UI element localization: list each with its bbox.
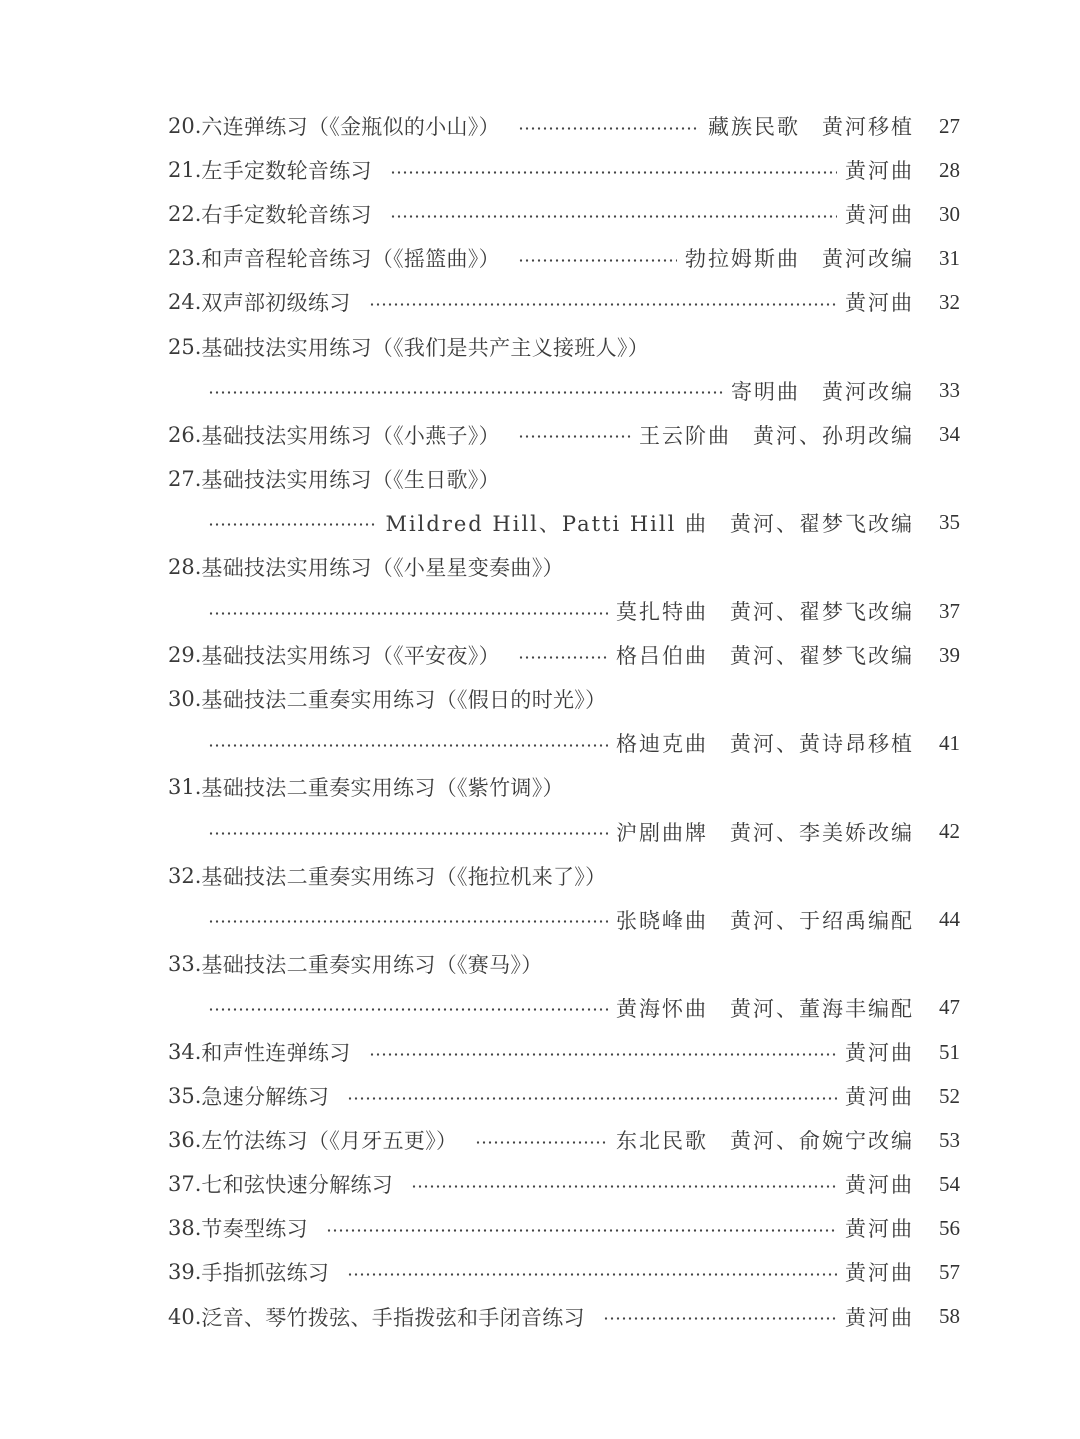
entry-page-number: 51 <box>939 1039 960 1064</box>
entry-credit <box>616 1125 914 1155</box>
entry-credit <box>708 111 914 141</box>
toc-entry <box>168 280 960 324</box>
dot-leader <box>390 215 837 218</box>
entry-composer: 沪剧曲牌 <box>616 820 708 845</box>
entry-arranger: 黄河曲 <box>845 1261 914 1286</box>
entry-title: 基础技法二重奏实用练习（《假日的时光》） <box>201 688 607 713</box>
entry-title: 基础技法二重奏实用练习（《紫竹调》） <box>201 776 564 801</box>
dot-leader <box>518 656 608 659</box>
entry-arranger: 黄河、董海丰编配 <box>730 996 914 1021</box>
entry-credit <box>845 1302 914 1332</box>
entry-title: 七和弦快速分解练习 <box>201 1173 394 1198</box>
entry-number: 36. <box>168 1128 202 1153</box>
entry-number: 35. <box>168 1084 202 1109</box>
dot-leader <box>326 1229 837 1232</box>
toc-entry-continuation <box>168 589 960 633</box>
entry-page-number: 44 <box>939 907 960 932</box>
entry-number: 27. <box>168 466 202 491</box>
toc-entry <box>168 1074 960 1118</box>
dot-leader <box>475 1141 608 1144</box>
toc-entry-continuation <box>168 986 960 1030</box>
entry-arranger: 黄河、翟梦飞改编 <box>730 511 914 536</box>
dot-leader <box>369 303 837 306</box>
entry-number: 39. <box>168 1260 202 1285</box>
dot-leader <box>390 171 837 174</box>
entry-title: 基础技法实用练习（《平安夜》） <box>201 644 500 669</box>
entry-title: 六连弹练习（《金瓶似的小山》） <box>201 115 500 140</box>
entry-page-number: 52 <box>939 1083 960 1108</box>
entry-composer: 东北民歌 <box>616 1129 708 1154</box>
entry-composer: Mildred Hill、Patti Hill 曲 <box>385 511 708 536</box>
entry-credit <box>385 508 914 538</box>
dot-leader <box>208 612 608 615</box>
entry-number: 20. <box>168 114 202 139</box>
entry-arranger: 黄河改编 <box>822 247 914 272</box>
toc-entry <box>168 104 960 148</box>
entry-page-number: 57 <box>939 1259 960 1284</box>
toc-entry <box>168 545 960 589</box>
entry-credit <box>845 155 914 185</box>
dot-leader <box>603 1317 837 1320</box>
toc-entry <box>168 413 960 457</box>
entry-title: 基础技法二重奏实用练习（《赛马》） <box>201 952 543 977</box>
dot-leader <box>208 920 608 923</box>
entry-title: 手指抓弦练习 <box>201 1261 330 1286</box>
entry-composer: 格吕伯曲 <box>616 644 708 669</box>
entry-number: 38. <box>168 1216 202 1241</box>
entry-title: 和声性连弹练习 <box>201 1041 351 1066</box>
entry-composer: 莫扎特曲 <box>616 600 708 625</box>
entry-page-number: 34 <box>939 422 960 447</box>
toc-entry-continuation <box>168 369 960 413</box>
dot-leader <box>208 832 608 835</box>
entry-title: 基础技法实用练习（《生日歌》） <box>201 467 500 492</box>
entry-title: 基础技法实用练习（《我们是共产主义接班人》） <box>201 335 650 360</box>
entry-number: 22. <box>168 202 202 227</box>
entry-credit <box>731 376 914 406</box>
dot-leader <box>208 391 723 394</box>
entry-arranger: 黄河、翟梦飞改编 <box>730 644 914 669</box>
toc-entry-continuation <box>168 810 960 854</box>
entry-credit <box>845 287 914 317</box>
entry-number: 33. <box>168 951 202 976</box>
entry-page-number: 54 <box>939 1171 960 1196</box>
entry-number: 26. <box>168 422 202 447</box>
entry-title: 左竹法练习（《月牙五更》） <box>201 1129 458 1154</box>
dot-leader <box>411 1185 837 1188</box>
toc-entry <box>168 457 960 501</box>
entry-credit <box>845 199 914 229</box>
entry-page-number: 30 <box>939 201 960 226</box>
entry-number: 32. <box>168 863 202 888</box>
entry-title: 双声部初级练习 <box>201 291 351 316</box>
entry-credit <box>845 1081 914 1111</box>
entry-credit <box>616 993 914 1023</box>
dot-leader <box>208 1008 608 1011</box>
entry-page-number: 42 <box>939 819 960 844</box>
dot-leader <box>369 1053 837 1056</box>
entry-credit <box>845 1037 914 1067</box>
entry-page-number: 27 <box>939 113 960 138</box>
entry-page-number: 41 <box>939 730 960 755</box>
entry-arranger: 黄河移植 <box>822 115 914 140</box>
dot-leader <box>347 1097 837 1100</box>
entry-composer: 张晓峰曲 <box>616 908 708 933</box>
toc-entry-continuation <box>168 898 960 942</box>
entry-credit <box>616 596 914 626</box>
entry-arranger: 黄河、黄诗昂移植 <box>730 732 914 757</box>
entry-title: 泛音、琴竹拨弦、手指拨弦和手闭音练习 <box>201 1305 585 1330</box>
toc-entry <box>168 192 960 236</box>
toc-entry <box>168 1030 960 1074</box>
toc-entry-continuation <box>168 501 960 545</box>
entry-title: 左手定数轮音练习 <box>201 159 372 184</box>
entry-number: 28. <box>168 554 202 579</box>
entry-credit <box>616 728 914 758</box>
entry-credit <box>845 1169 914 1199</box>
entry-page-number: 56 <box>939 1215 960 1240</box>
entry-arranger: 黄河曲 <box>845 1305 914 1330</box>
entry-page-number: 53 <box>939 1127 960 1152</box>
toc-entry <box>168 1206 960 1250</box>
entry-credit <box>845 1257 914 1287</box>
entry-number: 25. <box>168 334 202 359</box>
toc-entry <box>168 324 960 368</box>
entry-credit <box>616 905 914 935</box>
entry-number: 23. <box>168 246 202 271</box>
entry-title: 基础技法二重奏实用练习（《拖拉机来了》） <box>201 864 607 889</box>
entry-arranger: 黄河、于绍禹编配 <box>730 908 914 933</box>
entry-number: 30. <box>168 687 202 712</box>
toc-entry <box>168 854 960 898</box>
toc-entry <box>168 1250 960 1294</box>
entry-composer: 寄明曲 <box>731 379 800 404</box>
toc-entry <box>168 765 960 809</box>
toc-entry-continuation <box>168 721 960 765</box>
entry-arranger: 黄河曲 <box>845 1217 914 1242</box>
entry-number: 24. <box>168 290 202 315</box>
dot-leader <box>347 1273 837 1276</box>
entry-number: 37. <box>168 1172 202 1197</box>
entry-page-number: 33 <box>939 378 960 403</box>
entry-composer: 藏族民歌 <box>708 115 800 140</box>
entry-page-number: 28 <box>939 157 960 182</box>
toc-entry <box>168 148 960 192</box>
entry-credit <box>845 1213 914 1243</box>
entry-arranger: 黄河曲 <box>845 159 914 184</box>
entry-arranger: 黄河曲 <box>845 1041 914 1066</box>
entry-page-number: 39 <box>939 642 960 667</box>
entry-credit <box>639 420 914 450</box>
toc-entry <box>168 942 960 986</box>
entry-arranger: 黄河曲 <box>845 203 914 228</box>
entry-arranger: 黄河曲 <box>845 1173 914 1198</box>
entry-arranger: 黄河曲 <box>845 1085 914 1110</box>
entry-number: 31. <box>168 775 202 800</box>
entry-title: 和声音程轮音练习（《摇篮曲》） <box>201 247 500 272</box>
entry-number: 29. <box>168 643 202 668</box>
entry-title: 急速分解练习 <box>201 1085 330 1110</box>
entry-title: 右手定数轮音练习 <box>201 203 372 228</box>
entry-arranger: 黄河、翟梦飞改编 <box>730 600 914 625</box>
entry-number: 40. <box>168 1304 202 1329</box>
entry-page-number: 31 <box>939 245 960 270</box>
entry-arranger: 黄河、孙玥改编 <box>753 423 914 448</box>
entry-credit <box>685 243 914 273</box>
table-of-contents <box>168 104 960 1339</box>
toc-entry <box>168 1162 960 1206</box>
dot-leader <box>518 435 631 438</box>
entry-composer: 格迪克曲 <box>616 732 708 757</box>
entry-number: 21. <box>168 158 202 183</box>
entry-composer: 勃拉姆斯曲 <box>685 247 800 272</box>
dot-leader <box>518 127 700 130</box>
entry-credit <box>616 817 914 847</box>
entry-page-number: 35 <box>939 510 960 535</box>
entry-title: 基础技法实用练习（《小燕子》） <box>201 423 500 448</box>
entry-arranger: 黄河、俞婉宁改编 <box>730 1129 914 1154</box>
entry-arranger: 黄河曲 <box>845 291 914 316</box>
entry-title: 基础技法实用练习（《小星星变奏曲》） <box>201 555 564 580</box>
entry-page-number: 32 <box>939 289 960 314</box>
entry-title: 节奏型练习 <box>201 1217 308 1242</box>
entry-arranger: 黄河、李美娇改编 <box>730 820 914 845</box>
dot-leader <box>518 259 677 262</box>
dot-leader <box>208 523 377 526</box>
dot-leader <box>208 744 608 747</box>
toc-entry <box>168 1118 960 1162</box>
entry-page-number: 37 <box>939 598 960 623</box>
entry-number: 34. <box>168 1040 202 1065</box>
toc-entry <box>168 633 960 677</box>
toc-entry <box>168 1295 960 1339</box>
toc-entry <box>168 677 960 721</box>
entry-arranger: 黄河改编 <box>822 379 914 404</box>
entry-page-number: 58 <box>939 1304 960 1329</box>
entry-composer: 黄海怀曲 <box>616 996 708 1021</box>
entry-credit <box>616 640 914 670</box>
entry-composer: 王云阶曲 <box>639 423 731 448</box>
toc-entry <box>168 236 960 280</box>
entry-page-number: 47 <box>939 995 960 1020</box>
